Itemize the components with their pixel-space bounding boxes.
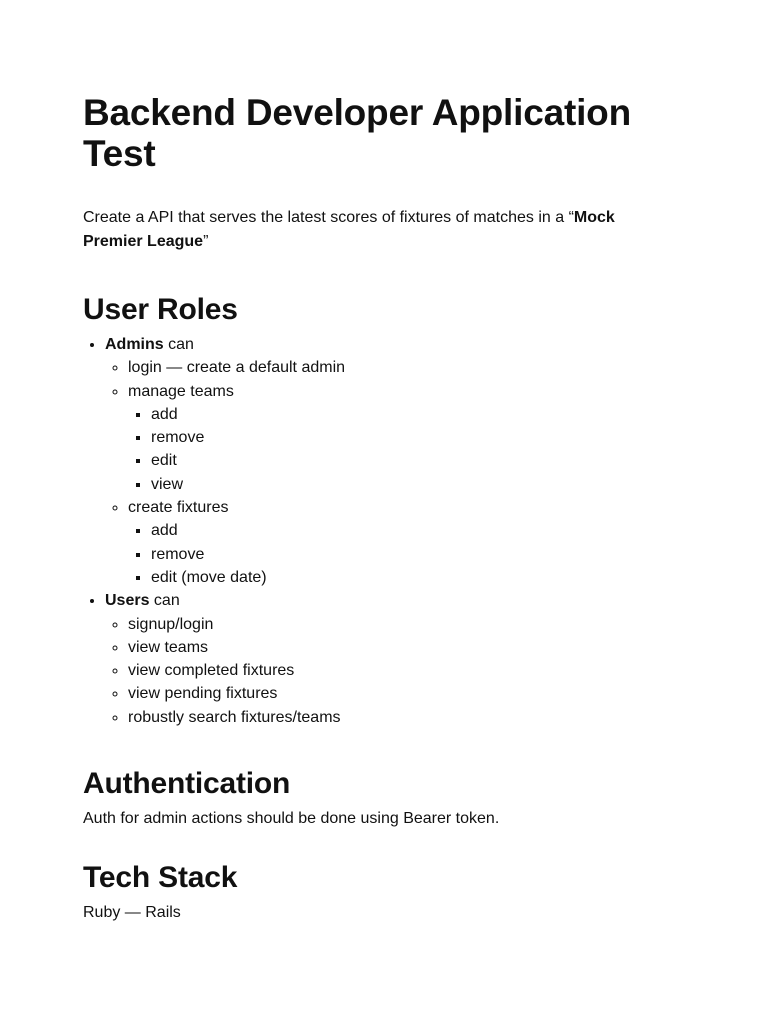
create-fixtures-label: create fixtures (128, 499, 229, 517)
manage-teams-label: manage teams (128, 382, 234, 400)
list-item: ◦ login — create a default admin (128, 356, 678, 379)
admins-label: Admins (105, 336, 164, 353)
list-item: ▪ add (151, 403, 678, 426)
intro-text-after: ” (203, 233, 209, 250)
list-item: ◦ signup/login (128, 613, 678, 636)
list-item: ◦ robustly search fixtures/teams (128, 706, 678, 729)
list-item-manage-teams (128, 380, 678, 496)
list-item: ▪ add (151, 519, 678, 542)
users-label: Users (105, 592, 150, 610)
intro-paragraph (83, 206, 678, 254)
authentication-text: Auth for admin actions should be done using Bearer token. (83, 810, 500, 828)
list-item: ◦ view pending fixtures (128, 682, 678, 705)
page-title: Backend Developer Application Test (83, 92, 631, 174)
list-item: ▪ remove (151, 543, 678, 566)
intro-text-before: Create a API that serves the latest scores of fixtures of matches in a “ (83, 209, 574, 226)
users-suffix: can (149, 592, 180, 610)
user-roles-list (83, 333, 678, 729)
tech-stack-text: Ruby — Rails (83, 904, 181, 922)
list-item-create-fixtures (128, 496, 678, 589)
list-item: ▪ remove (151, 426, 678, 449)
list-item: ▪ view (151, 473, 678, 496)
manage-teams-list (128, 403, 678, 496)
authentication-heading: Authentication (83, 767, 291, 801)
list-item-users (105, 589, 678, 729)
admins-permissions-list (105, 356, 678, 589)
list-item: ◦ view completed fixtures (128, 659, 678, 682)
users-permissions-list (105, 613, 678, 729)
list-item: ▪ edit (move date) (151, 566, 678, 589)
list-item-admins (105, 333, 678, 589)
list-item: ▪ edit (151, 449, 678, 472)
admins-suffix: can (163, 336, 194, 353)
user-roles-heading: User Roles (83, 293, 238, 326)
intro-bold-league: Mock Premier League (83, 209, 615, 250)
list-item: ◦ view teams (128, 636, 678, 659)
tech-stack-heading: Tech Stack (83, 861, 238, 895)
create-fixtures-list (128, 519, 678, 589)
